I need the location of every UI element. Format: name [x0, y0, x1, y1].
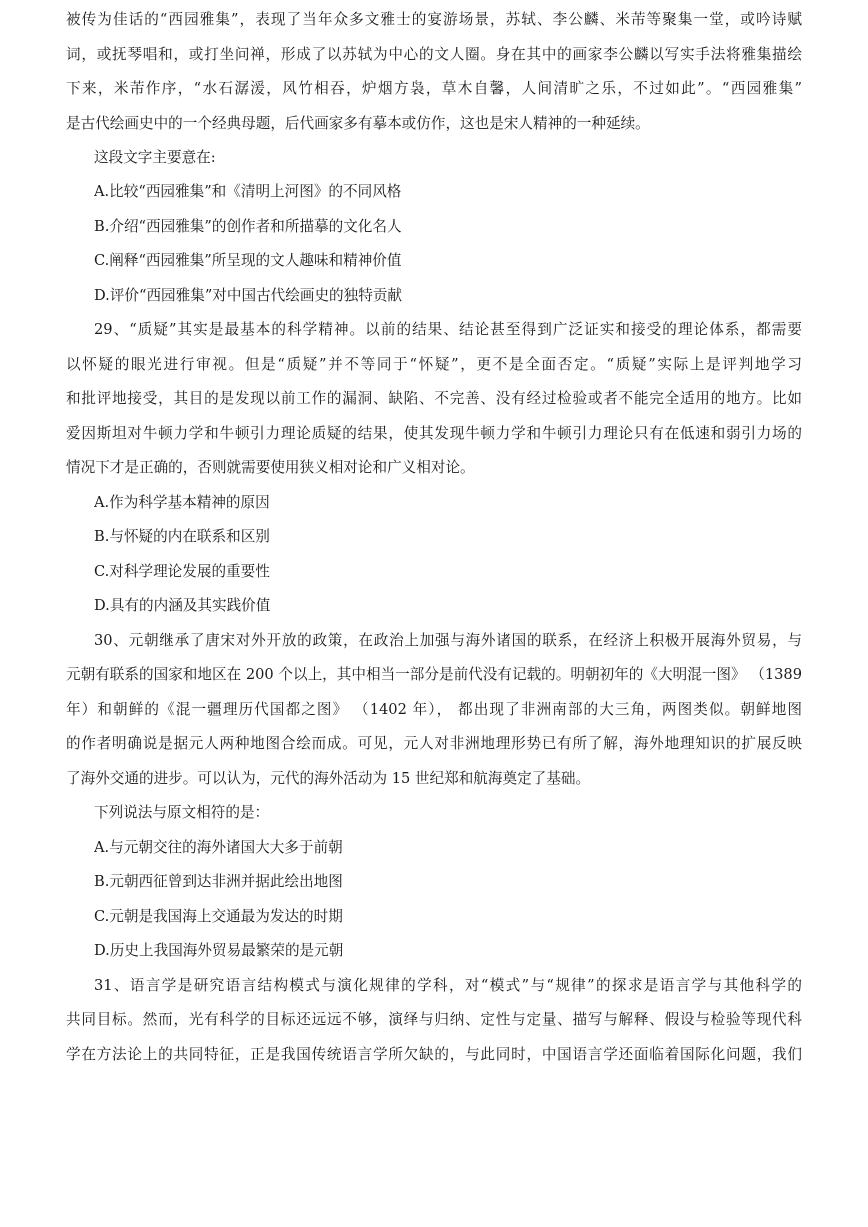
option-d: D.评价“西园雅集”对中国古代绘画史的独特贡献	[94, 287, 403, 304]
q30-line: 年）和朝鲜的《混一疆理历代国都之图》 （1402 年）， 都出现了非洲南部的大三角，两图类似。朝鲜地图	[66, 701, 802, 718]
q31-line: 31、语言学是研究语言结构模式与演化规律的学科，对“模式”与“规律”的探求是语言学与其他科学的	[94, 977, 802, 994]
passage-line: 被传为佳话的“西园雅集”，表现了当年众多文雅士的宴游场景，苏轼、李公麟、米芾等聚集一堂，或吟诗赋	[66, 11, 802, 28]
q29-line: 和批评地接受，其目的是发现以前工作的漏洞、缺陷、不完善、没有经过检验或者不能完全适用的地方。比如	[66, 390, 802, 407]
q30-line: 元朝有联系的国家和地区在 200 个以上，其中相当一部分是前代没有记载的。明朝初年的《大明混一图》 （1389	[66, 666, 802, 683]
q29-option-c: C.对科学理论发展的重要性	[94, 563, 270, 580]
q30-option-b: B.元朝西征曾到达非洲并据此绘出地图	[94, 873, 343, 890]
q30-line: 的作者明确说是据元人两种地图合绘而成。可见，元人对非洲地理形势已有所了解，海外地理知识的扩展反映	[66, 735, 802, 752]
q30-question-prompt: 下列说法与原文相符的是：	[94, 804, 270, 821]
passage-line: 是古代绘画史中的一个经典母题，后代画家多有摹本或仿作，这也是宋人精神的一种延续。	[66, 115, 650, 132]
q30-option-d: D.历史上我国海外贸易最繁荣的是元朝	[94, 942, 344, 959]
q29-line: 29、“质疑”其实是最基本的科学精神。以前的结果、结论甚至得到广泛证实和接受的理论体系，都需要	[94, 321, 802, 338]
q30-option-c: C.元朝是我国海上交通最为发达的时期	[94, 908, 343, 925]
option-a: A.比较“西园雅集”和《清明上河图》的不同风格	[94, 183, 402, 200]
q30-line: 了海外交通的进步。可以认为，元代的海外活动为 15 世纪郑和航海奠定了基础。	[66, 770, 591, 787]
option-c: C.阐释“西园雅集”所呈现的文人趣味和精神价值	[94, 252, 402, 269]
question-prompt: 这段文字主要意在:	[94, 149, 216, 166]
q29-option-a: A.作为科学基本精神的原因	[94, 494, 270, 511]
q29-line: 以怀疑的眼光进行审视。但是“质疑”并不等同于“怀疑”，更不是全面否定。“质疑”实际上是评判地学习	[66, 356, 802, 373]
q30-line: 30、元朝继承了唐宋对外开放的政策，在政治上加强与海外诸国的联系，在经济上积极开展海外贸易，与	[94, 632, 802, 649]
q31-line: 学在方法论上的共同特征，正是我国传统语言学所欠缺的，与此同时，中国语言学还面临着国际化问题，我们	[66, 1046, 802, 1063]
q29-line: 爱因斯坦对牛顿力学和牛顿引力理论质疑的结果，使其发现牛顿力学和牛顿引力理论只有在低速和弱引力场的	[66, 425, 802, 442]
q29-line: 情况下才是正确的，否则就需要使用狭义相对论和广义相对论。	[66, 459, 475, 476]
q29-option-d: D.具有的内涵及其实践价值	[94, 597, 271, 614]
passage-line: 下来，米芾作序，“水石潺湲，风竹相吞，炉烟方袅，草木自馨，人间清旷之乐，不过如此”。“西园雅集”	[66, 80, 802, 97]
q31-line: 共同目标。然而，光有科学的目标还远远不够，演绎与归纳、定性与定量、描写与解释、假设与检验等现代科	[66, 1011, 802, 1028]
passage-line: 词，或抚琴唱和，或打坐问禅，形成了以苏轼为中心的文人圈。身在其中的画家李公麟以写实手法将雅集描绘	[66, 46, 802, 63]
q29-option-b: B.与怀疑的内在联系和区别	[94, 528, 270, 545]
q30-option-a: A.与元朝交往的海外诸国大大多于前朝	[94, 839, 343, 856]
option-b: B.介绍“西园雅集”的创作者和所描摹的文化名人	[94, 218, 402, 235]
